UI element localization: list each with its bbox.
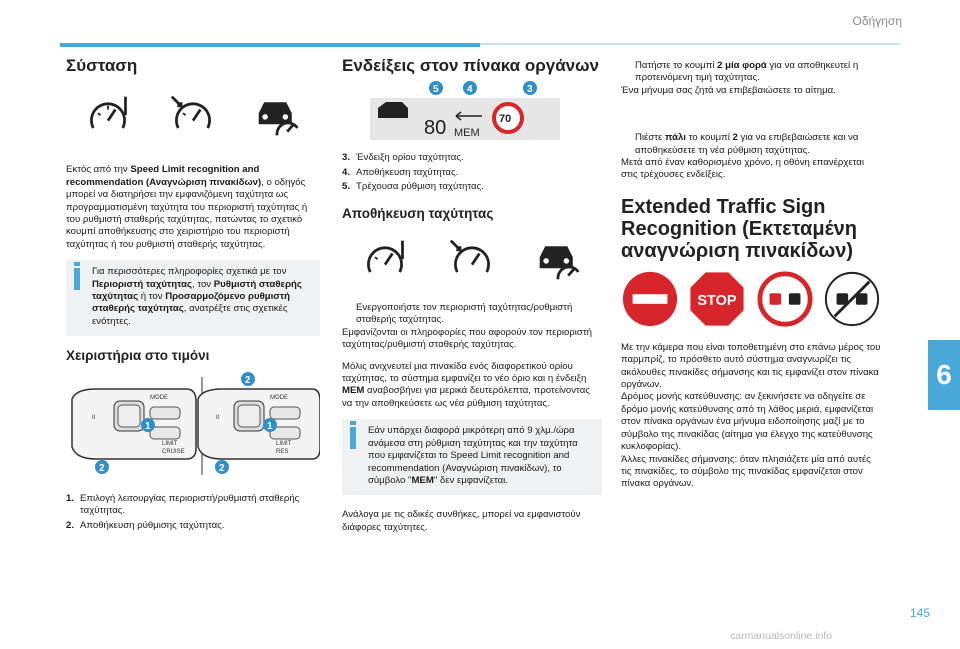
icon-row-1	[66, 78, 320, 154]
watermark: carmanualsonline.info	[730, 630, 833, 642]
header-rule-light	[480, 43, 900, 45]
svg-text:3: 3	[527, 84, 533, 96]
svg-text:1: 1	[145, 420, 151, 432]
heading-recommendation: Σύσταση	[66, 56, 138, 75]
list-item: 3. Ένδειξη ορίου ταχύτητας.	[342, 152, 464, 164]
paragraph: Άλλες πινακίδες σήμανσης: όταν πλησιάζετε μία από αυτές τις πινακίδες, το σύμβολο της πινακίδας εμφανίζεται στον πίνακα οργάνων.	[621, 453, 871, 490]
instrument-legend	[342, 152, 602, 193]
instrument-panel-illustration	[342, 78, 602, 140]
step-icon	[342, 302, 356, 327]
column-middle	[342, 56, 602, 543]
svg-text:II: II	[92, 414, 96, 421]
svg-text:CRUISE: CRUISE	[162, 448, 185, 455]
stop-sign-icon	[688, 270, 746, 328]
traffic-signs-row	[621, 270, 881, 328]
svg-text:1: 1	[267, 420, 273, 432]
heading-steering-controls: Χειριστήρια στο τιμόνι	[66, 348, 210, 364]
list-item: 1. Επιλογή λειτουργίας περιοριστή/ρυθμιστή σταθερής ταχύτητας.	[66, 492, 300, 517]
no-entry-sign-icon	[621, 270, 679, 328]
cruise-control-icon	[170, 93, 216, 139]
info-icon	[350, 427, 356, 449]
svg-text:LIMIT: LIMIT	[162, 440, 178, 447]
paragraph: Δρόμος μονής κατεύθυνσης: αν ξεκινήσετε να οδηγείτε σε δρόμο μονής κατεύθυνσης από τη λάθος μεριά, εμφανίζεται στον πίνακα οργάνων ένα μήνυμα ειδοποίησης μαζί με το σύμβολο της πινακίδας (αίτημα για έλεγχο της κατεύθυνσης κυκλοφορίας).	[621, 391, 874, 453]
page-number: 145	[909, 606, 930, 620]
svg-text:LIMIT: LIMIT	[276, 440, 292, 447]
info-box-related-sections: Για περισσότερες πληροφορίες σχετικά με τον Περιοριστή ταχύτητας, τον Ρυθμιστή σταθερής ταχύτητας ή τον Προσαρμοζόμενο ρυθμιστή σταθερής ταχύτητας, ανατρέξτε στις σχετικές ενότητες.	[66, 260, 320, 336]
svg-text:RES: RES	[276, 448, 289, 455]
svg-text:5: 5	[433, 84, 439, 96]
intro-paragraph: Εκτός από την Speed Limit recognition and recommendation (Αναγνώριση πινακίδων), ο οδηγός μπορεί να διατηρήσει την εμφανιζόμενη ταχύτητα ως προγραμματισμένη ταχύτητα του περιοριστή ταχύτητας ή του ρυθμιστή σταθερής ταχύτητας, πατώντας το σχετικό κουμπί αποθήκευσης στο χειριστήριο του περιοριστή ταχύτητας ή του ρυθμιστή σταθερής ταχύτητας.	[66, 164, 308, 250]
no-overtaking-sign-icon	[756, 270, 814, 328]
cruise-control-icon	[449, 237, 495, 283]
icon-row-2	[342, 228, 602, 292]
paragraph: Ένα μήνυμα σας ζητά να επιβεβαιώσετε το αίτημα.	[621, 84, 836, 96]
svg-text:2: 2	[245, 374, 251, 386]
column-left	[66, 56, 320, 534]
paragraph: Μόλις ανιχνευτεί μια πινακίδα ενός διαφορετικού ορίου ταχύτητας, το σύστημα εμφανίζει το νέο όριο και η ένδειξη MEM αναβοσβήνει για μερικά δευτερόλεπτα, προτείνοντας να την αποθηκεύσετε ως νέα ρύθμιση ταχύτητας.	[342, 360, 590, 409]
header-rule	[60, 43, 480, 47]
svg-text:2: 2	[219, 462, 225, 474]
list-item: 4. Αποθήκευση ταχύτητας.	[342, 166, 459, 178]
paragraph: Εμφανίζονται οι πληροφορίες που αφορούν τον περιοριστή ταχύτητας/ρυθμιστή σταθερής ταχύτητας.	[342, 326, 592, 351]
svg-text:70: 70	[499, 113, 512, 126]
list-item: 5. Τρέχουσα ρύθμιση ταχύτητας.	[342, 181, 484, 193]
steering-control-stalks	[66, 371, 320, 479]
speed-limiter-icon	[362, 237, 408, 283]
step-icon	[621, 60, 635, 85]
svg-text:II: II	[216, 414, 220, 421]
heading-speed-memorisation: Αποθήκευση ταχύτητας	[342, 205, 494, 221]
end-of-no-overtaking-sign-icon	[823, 270, 881, 328]
paragraph: Ανάλογα με τις οδικές συνθήκες, μπορεί να εμφανιστούν διάφορες ταχύτητες.	[342, 509, 581, 533]
svg-text:STOP: STOP	[697, 292, 737, 309]
steering-controls-illustration	[66, 371, 320, 479]
svg-text:80: 80	[424, 117, 447, 140]
adaptive-cruise-icon	[536, 237, 582, 283]
section-title: Οδήγηση	[852, 14, 902, 28]
svg-text:MODE: MODE	[150, 394, 168, 401]
svg-text:MODE: MODE	[270, 394, 288, 401]
speed-limiter-icon	[85, 93, 131, 139]
instrument-display	[342, 78, 602, 142]
list-item: 2. Αποθήκευση ρύθμισης ταχύτητας.	[66, 519, 225, 531]
paragraph: Με την κάμερα που είναι τοποθετημένη στο επάνω μέρος του παρμπρίζ, το πρόσθετο αυτό σύστημα αναγνωρίζει τις ακόλουθες πινακίδες σήμανσης και τις εμφανίζει στον πίνακα οργάνων.	[621, 341, 881, 391]
svg-text:MEM: MEM	[454, 127, 480, 140]
info-icon	[74, 268, 80, 290]
info-box-mem: Εάν υπάρχει διαφορά μικρότερη από 9 χλμ./ώρα ανάμεσα στη ρύθμιση ταχύτητας και την ταχύτητα που εμφανίζεται το Speed Limit recognition and recommendation (Αναγνώριση πινακίδων), το σύμβολο "MEM" δεν εμφανίζεται.	[342, 419, 602, 495]
steering-controls-legend	[66, 493, 320, 532]
paragraph: Μετά από έναν καθορισμένο χρόνο, η οθόνη επανέρχεται στις τρέχουσες ενδείξεις.	[621, 157, 864, 181]
heading-extended-traffic-sign: Extended Traffic Sign Recognition (Εκτεταμένη αναγνώριση πινακίδων)	[621, 195, 857, 262]
svg-text:4: 4	[467, 84, 473, 96]
heading-instrument-panel: Ενδείξεις στον πίνακα οργάνων	[342, 56, 599, 75]
step-press-again: Πιέστε πάλι το κουμπί 2 για να επιβεβαιώσετε και να αποθηκεύσετε τη νέα ρύθμιση ταχύτητας.	[621, 132, 881, 157]
column-right	[621, 60, 881, 500]
chapter-tab: 6	[928, 340, 960, 410]
step-activate: Ενεργοποιήστε τον περιοριστή ταχύτητας/ρυθμιστή σταθερής ταχύτητας.	[342, 302, 602, 327]
adaptive-cruise-icon	[255, 93, 301, 139]
step-press-once: Πατήστε το κουμπί 2 μία φορά για να αποθηκευτεί η προτεινόμενη τιμή ταχύτητας.	[621, 60, 881, 85]
svg-text:2: 2	[99, 462, 105, 474]
step-icon	[621, 132, 635, 157]
